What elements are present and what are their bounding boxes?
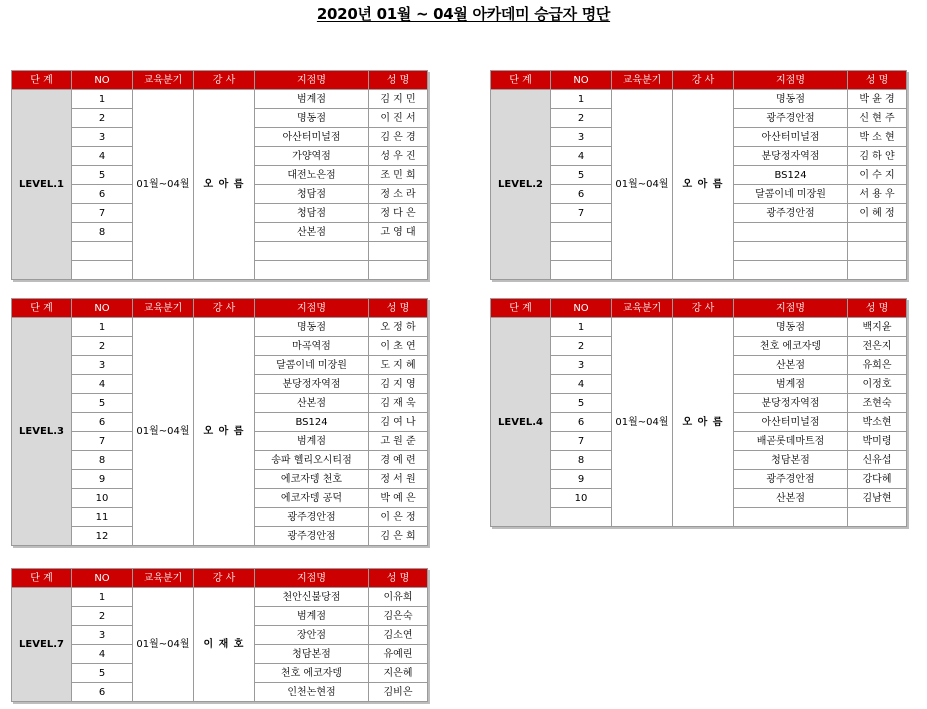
column-header: 강 사: [194, 569, 255, 588]
branch-cell: 에코자뎅 공덕: [255, 489, 369, 508]
branch-cell: 에코자뎅 천호: [255, 470, 369, 489]
student-name-cell: 박 예 은: [369, 489, 428, 508]
branch-cell: BS124: [255, 413, 369, 432]
student-name-cell: 지은혜: [369, 664, 428, 683]
branch-cell: 산본점: [734, 356, 848, 375]
table-header-row: [12, 569, 428, 588]
student-name-cell: 서 용 우: [848, 185, 907, 204]
branch-cell: 산본점: [255, 223, 369, 242]
column-header: 교육분기: [133, 569, 194, 588]
branch-cell: 광주경안점: [734, 470, 848, 489]
row-number: 4: [72, 147, 133, 166]
row-number: 1: [72, 318, 133, 337]
row-number: 7: [72, 432, 133, 451]
table-row: [491, 90, 907, 109]
column-header: 강 사: [194, 299, 255, 318]
row-number: 3: [551, 356, 612, 375]
teacher-cell: 오 아 름: [673, 318, 734, 527]
page-title-text: 2020년 01월 ~ 04월 아카데미 승급자 명단: [316, 5, 611, 23]
student-name-cell: 고 영 대: [369, 223, 428, 242]
student-name-cell: 전은지: [848, 337, 907, 356]
branch-cell: 천호 에코자뎅: [255, 664, 369, 683]
column-header: 강 사: [194, 71, 255, 90]
row-number: 10: [551, 489, 612, 508]
row-number: 2: [551, 337, 612, 356]
branch-cell: 범계점: [255, 432, 369, 451]
column-header: NO: [551, 71, 612, 90]
student-name-cell: 유희은: [848, 356, 907, 375]
branch-cell: 산본점: [255, 394, 369, 413]
branch-cell: 명동점: [734, 90, 848, 109]
branch-cell: 광주경안점: [255, 527, 369, 546]
column-header: 지점명: [255, 569, 369, 588]
column-header: 교육분기: [612, 299, 673, 318]
branch-cell: 명동점: [734, 318, 848, 337]
branch-cell: BS124: [734, 166, 848, 185]
branch-cell: 달콤이네 미장원: [255, 356, 369, 375]
student-name-cell: [848, 242, 907, 261]
row-number: 3: [72, 128, 133, 147]
column-header: 지점명: [734, 299, 848, 318]
student-name-cell: 김 여 나: [369, 413, 428, 432]
level-table: [11, 568, 428, 702]
student-name-cell: 김 지 영: [369, 375, 428, 394]
row-number: 6: [551, 413, 612, 432]
branch-cell: 청담점: [255, 204, 369, 223]
student-name-cell: 정 다 은: [369, 204, 428, 223]
student-name-cell: 이유희: [369, 588, 428, 607]
term-cell: 01월~04월: [612, 318, 673, 527]
table-header-row: [12, 71, 428, 90]
row-number: 5: [72, 664, 133, 683]
term-cell: 01월~04월: [133, 318, 194, 546]
student-name-cell: 박미령: [848, 432, 907, 451]
row-number: [551, 242, 612, 261]
student-name-cell: 정 소 라: [369, 185, 428, 204]
level-table: [11, 70, 428, 280]
branch-cell: 장안점: [255, 626, 369, 645]
row-number: 9: [551, 470, 612, 489]
column-header: 지점명: [255, 299, 369, 318]
branch-cell: 범계점: [255, 90, 369, 109]
branch-cell: 마곡역점: [255, 337, 369, 356]
branch-cell: [734, 223, 848, 242]
student-name-cell: 도 지 혜: [369, 356, 428, 375]
student-name-cell: 이 은 정: [369, 508, 428, 527]
row-number: 5: [551, 394, 612, 413]
branch-cell: 아산터미널점: [734, 128, 848, 147]
level-cell: LEVEL.3: [12, 318, 72, 546]
table-row: [12, 318, 428, 337]
column-header: 단 계: [12, 569, 72, 588]
column-header: 교육분기: [612, 71, 673, 90]
column-header: 강 사: [673, 299, 734, 318]
student-name-cell: 유예린: [369, 645, 428, 664]
branch-cell: 아산터미널점: [255, 128, 369, 147]
branch-cell: 천호 에코자뎅: [734, 337, 848, 356]
row-number: 1: [551, 90, 612, 109]
branch-cell: 청담본점: [255, 645, 369, 664]
student-name-cell: 박소현: [848, 413, 907, 432]
column-header: 성 명: [848, 71, 907, 90]
level-cell: LEVEL.4: [491, 318, 551, 527]
row-number: 3: [72, 626, 133, 645]
student-name-cell: 정 서 원: [369, 470, 428, 489]
student-name-cell: 김 지 민: [369, 90, 428, 109]
row-number: [551, 223, 612, 242]
row-number: 10: [72, 489, 133, 508]
table-row: [12, 588, 428, 607]
student-name-cell: 이 초 연: [369, 337, 428, 356]
student-name-cell: 김비은: [369, 683, 428, 702]
row-number: 6: [551, 185, 612, 204]
branch-cell: 송파 헬리오시티점: [255, 451, 369, 470]
row-number: 4: [551, 147, 612, 166]
column-header: 지점명: [255, 71, 369, 90]
teacher-cell: 오 아 름: [673, 90, 734, 280]
table-header-row: [491, 299, 907, 318]
student-name-cell: 이 진 서: [369, 109, 428, 128]
branch-cell: [734, 508, 848, 527]
row-number: 6: [72, 413, 133, 432]
column-header: 단 계: [491, 299, 551, 318]
row-number: 9: [72, 470, 133, 489]
student-name-cell: 신 현 주: [848, 109, 907, 128]
student-name-cell: [848, 508, 907, 527]
column-header: 성 명: [369, 299, 428, 318]
branch-cell: 범계점: [734, 375, 848, 394]
row-number: 11: [72, 508, 133, 527]
row-number: 6: [72, 683, 133, 702]
branch-cell: 광주경안점: [734, 204, 848, 223]
row-number: 8: [72, 451, 133, 470]
row-number: 6: [72, 185, 133, 204]
row-number: 4: [551, 375, 612, 394]
column-header: 교육분기: [133, 71, 194, 90]
level-table: [490, 298, 907, 527]
student-name-cell: 성 우 진: [369, 147, 428, 166]
student-name-cell: 이정호: [848, 375, 907, 394]
page-title: [0, 3, 927, 24]
student-name-cell: 고 원 준: [369, 432, 428, 451]
student-name-cell: 경 예 련: [369, 451, 428, 470]
column-header: NO: [72, 299, 133, 318]
column-header: 지점명: [734, 71, 848, 90]
column-header: NO: [72, 71, 133, 90]
student-name-cell: [848, 223, 907, 242]
column-header: 강 사: [673, 71, 734, 90]
row-number: 1: [551, 318, 612, 337]
branch-cell: 달콤이네 미장원: [734, 185, 848, 204]
row-number: 12: [72, 527, 133, 546]
row-number: 3: [72, 356, 133, 375]
branch-cell: 광주경안점: [255, 508, 369, 527]
column-header: 단 계: [12, 299, 72, 318]
student-name-cell: 김은숙: [369, 607, 428, 626]
branch-cell: 광주경안점: [734, 109, 848, 128]
row-number: 5: [72, 166, 133, 185]
student-name-cell: 김 재 욱: [369, 394, 428, 413]
row-number: 7: [72, 204, 133, 223]
branch-cell: 범계점: [255, 607, 369, 626]
column-header: 단 계: [491, 71, 551, 90]
student-name-cell: 신유섭: [848, 451, 907, 470]
row-number: 8: [551, 451, 612, 470]
term-cell: 01월~04월: [612, 90, 673, 280]
row-number: 1: [72, 90, 133, 109]
branch-cell: 분당정자역점: [255, 375, 369, 394]
branch-cell: 분당정자역점: [734, 394, 848, 413]
branch-cell: 인천논현점: [255, 683, 369, 702]
student-name-cell: 박 소 현: [848, 128, 907, 147]
student-name-cell: 김소연: [369, 626, 428, 645]
student-name-cell: 강다혜: [848, 470, 907, 489]
branch-cell: 가양역점: [255, 147, 369, 166]
branch-cell: 천안신불당점: [255, 588, 369, 607]
branch-cell: [734, 242, 848, 261]
level-cell: LEVEL.2: [491, 90, 551, 280]
row-number: [551, 508, 612, 527]
row-number: 7: [551, 432, 612, 451]
row-number: 5: [551, 166, 612, 185]
branch-cell: 대전노은점: [255, 166, 369, 185]
row-number: [72, 261, 133, 280]
level-table: [490, 70, 907, 280]
student-name-cell: [369, 242, 428, 261]
teacher-cell: 이 재 호: [194, 588, 255, 702]
branch-cell: 분당정자역점: [734, 147, 848, 166]
student-name-cell: 이 수 지: [848, 166, 907, 185]
student-name-cell: [369, 261, 428, 280]
branch-cell: [255, 242, 369, 261]
student-name-cell: 김 은 경: [369, 128, 428, 147]
column-header: 성 명: [369, 569, 428, 588]
branch-cell: [255, 261, 369, 280]
branch-cell: 명동점: [255, 318, 369, 337]
row-number: 5: [72, 394, 133, 413]
table-row: [491, 318, 907, 337]
branch-cell: 아산터미널점: [734, 413, 848, 432]
term-cell: 01월~04월: [133, 588, 194, 702]
branch-cell: 청담점: [255, 185, 369, 204]
level-cell: LEVEL.1: [12, 90, 72, 280]
student-name-cell: 조현숙: [848, 394, 907, 413]
row-number: 2: [72, 607, 133, 626]
level-cell: LEVEL.7: [12, 588, 72, 702]
branch-cell: 청담본점: [734, 451, 848, 470]
row-number: 4: [72, 375, 133, 394]
row-number: [72, 242, 133, 261]
branch-cell: [734, 261, 848, 280]
level-table: [11, 298, 428, 546]
row-number: 2: [72, 337, 133, 356]
student-name-cell: 오 정 하: [369, 318, 428, 337]
column-header: 단 계: [12, 71, 72, 90]
row-number: 2: [72, 109, 133, 128]
teacher-cell: 오 아 름: [194, 90, 255, 280]
column-header: NO: [551, 299, 612, 318]
column-header: 교육분기: [133, 299, 194, 318]
student-name-cell: 이 혜 정: [848, 204, 907, 223]
column-header: NO: [72, 569, 133, 588]
branch-cell: 산본점: [734, 489, 848, 508]
table-row: [12, 90, 428, 109]
student-name-cell: 백지윤: [848, 318, 907, 337]
row-number: 2: [551, 109, 612, 128]
row-number: [551, 261, 612, 280]
branch-cell: 배곧롯데마트점: [734, 432, 848, 451]
column-header: 성 명: [369, 71, 428, 90]
branch-cell: 명동점: [255, 109, 369, 128]
student-name-cell: 김남현: [848, 489, 907, 508]
student-name-cell: 조 민 희: [369, 166, 428, 185]
student-name-cell: 김 하 얀: [848, 147, 907, 166]
row-number: 8: [72, 223, 133, 242]
column-header: 성 명: [848, 299, 907, 318]
student-name-cell: 김 은 희: [369, 527, 428, 546]
row-number: 1: [72, 588, 133, 607]
row-number: 3: [551, 128, 612, 147]
table-header-row: [491, 71, 907, 90]
table-header-row: [12, 299, 428, 318]
teacher-cell: 오 아 름: [194, 318, 255, 546]
student-name-cell: [848, 261, 907, 280]
row-number: 7: [551, 204, 612, 223]
student-name-cell: 박 윤 경: [848, 90, 907, 109]
row-number: 4: [72, 645, 133, 664]
term-cell: 01월~04월: [133, 90, 194, 280]
